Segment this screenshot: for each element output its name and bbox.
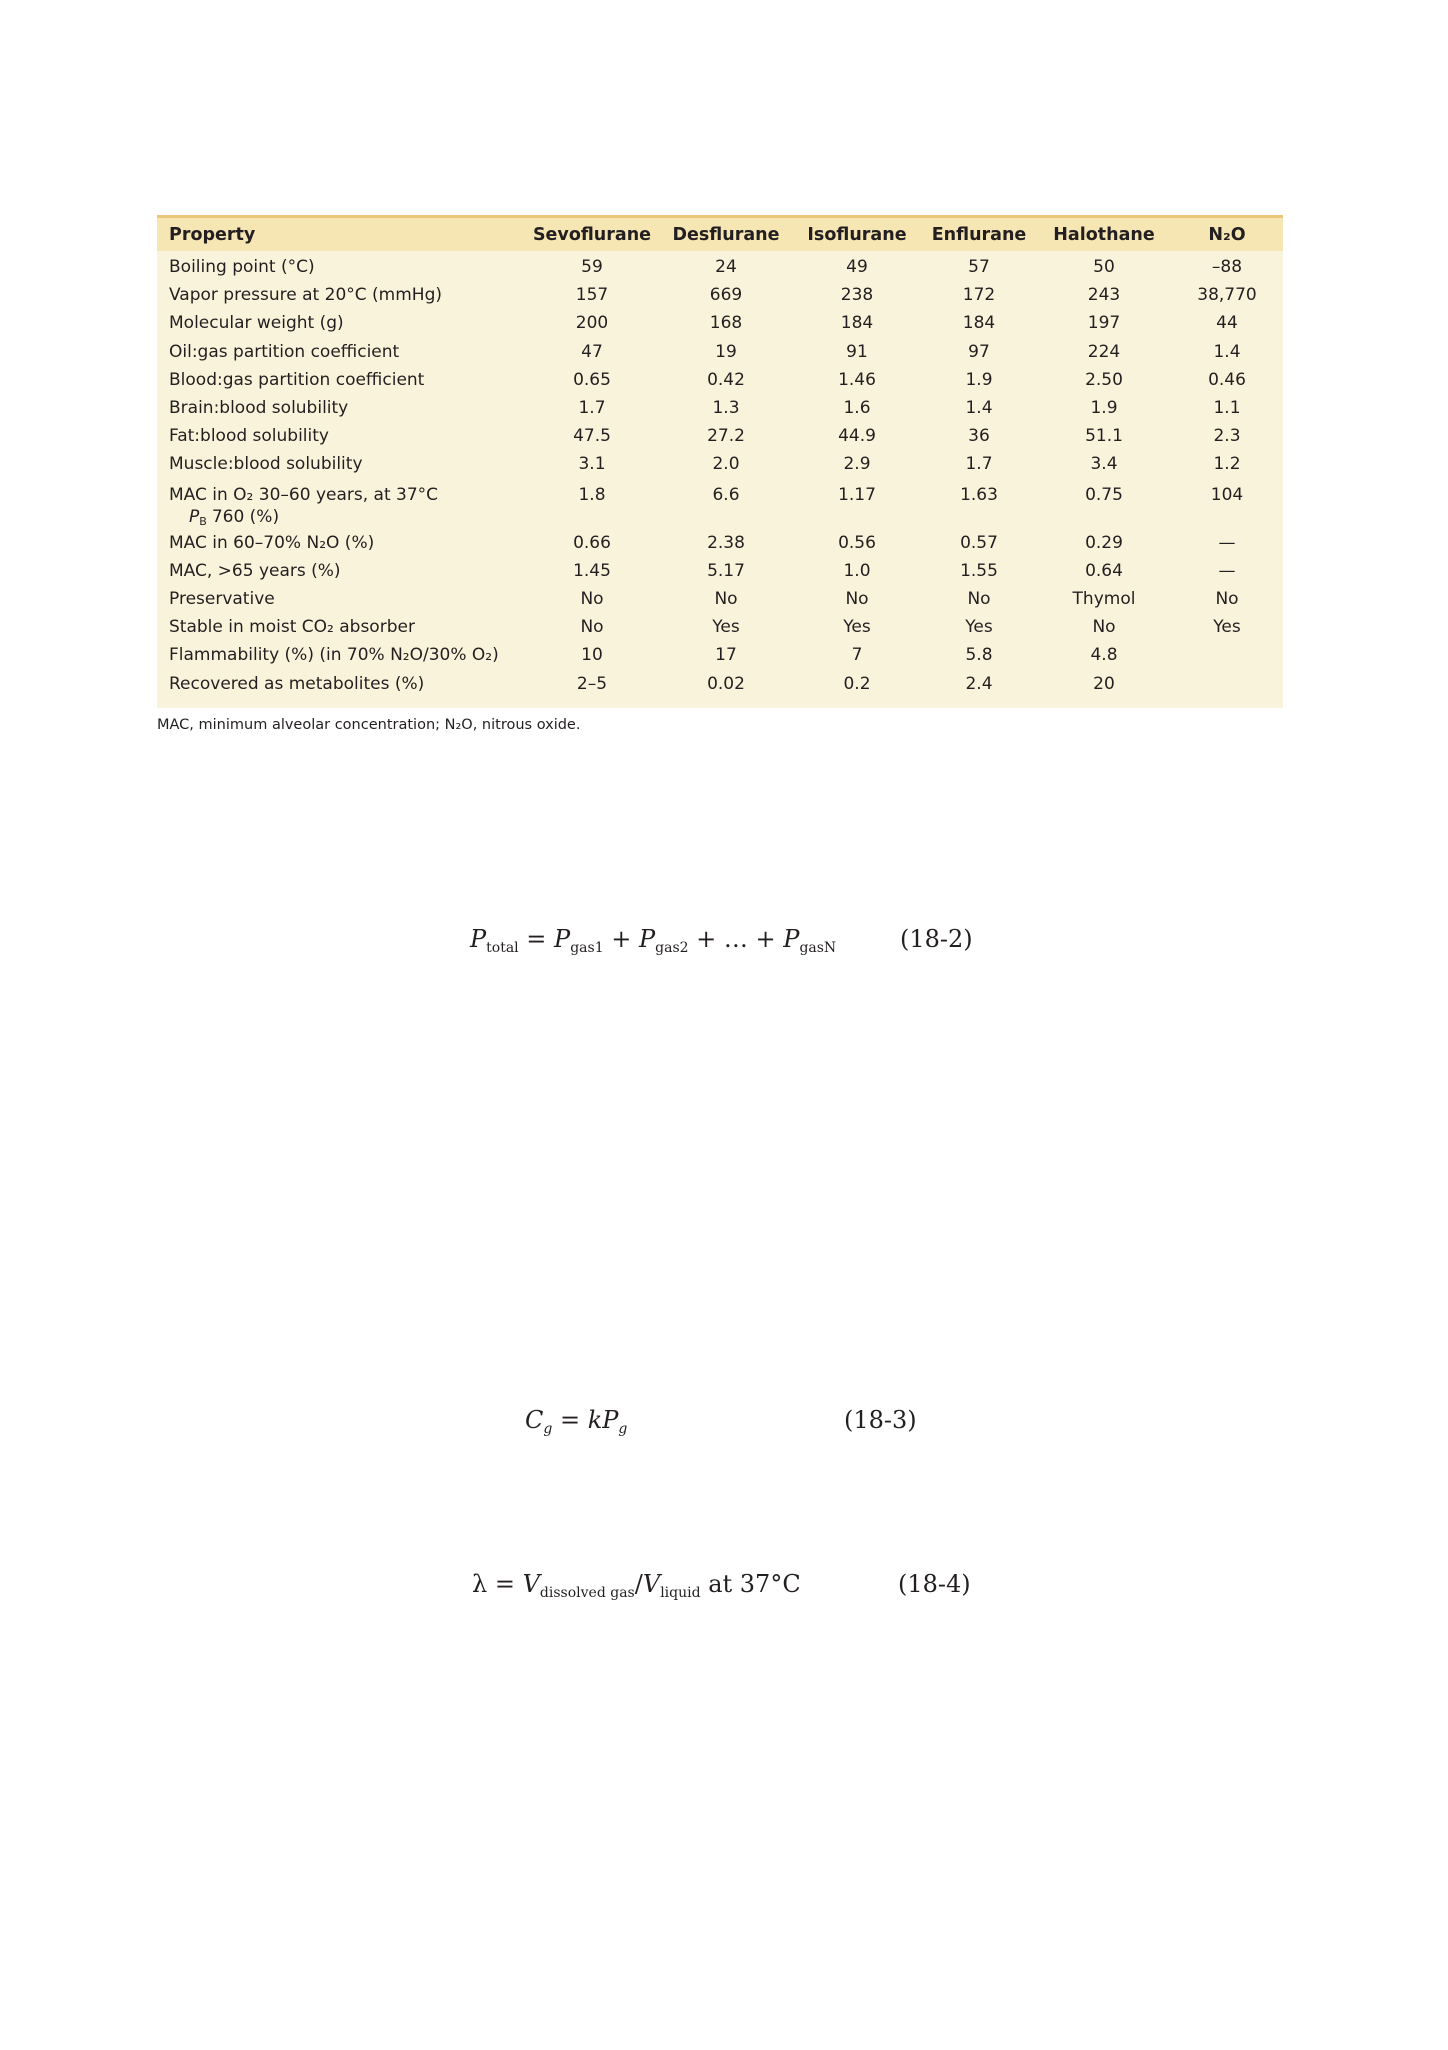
table-cell: 19 [715, 341, 737, 362]
table-row [157, 641, 1283, 669]
property-label: MAC in 60–70% N₂O (%) [169, 532, 375, 553]
table-cell: 1.4 [1213, 341, 1241, 362]
table-cell: 172 [962, 285, 996, 306]
equation-number: (18-3) [844, 1406, 917, 1434]
table-cell: 47.5 [573, 426, 611, 447]
table-cell: 1.2 [1213, 454, 1241, 475]
table-cell: 4.8 [1090, 645, 1118, 666]
table-cell: — [1218, 560, 1236, 581]
table-row [157, 669, 1283, 697]
table-cell: 1.9 [965, 369, 993, 390]
table-cell: 24 [715, 257, 737, 278]
property-label: Vapor pressure at 20°C (mmHg) [169, 285, 442, 306]
table-cell: 3.1 [578, 454, 606, 475]
table-cell: 0.57 [960, 532, 998, 553]
table-cell: 1.6 [843, 398, 871, 419]
column-header: Sevoflurane [525, 218, 659, 251]
column-header: Property [157, 218, 525, 251]
property-label: Oil:gas partition coefficient [169, 341, 400, 362]
table-cell: Yes [1213, 617, 1241, 638]
table-cell: Yes [965, 617, 993, 638]
property-label: Muscle:blood solubility [169, 454, 363, 475]
table-row [157, 366, 1283, 394]
table-cell: 1.9 [1090, 398, 1118, 419]
table-row [157, 309, 1283, 337]
table-cell: 224 [1087, 341, 1121, 362]
property-label: Recovered as metabolites (%) [169, 673, 425, 694]
table-cell: 0.2 [843, 673, 871, 694]
column-header: Halothane [1037, 218, 1171, 251]
table-cell: 3.4 [1090, 454, 1118, 475]
table-cell: 57 [968, 257, 990, 278]
table-cell: 0.64 [1085, 560, 1123, 581]
table-cell: 44 [1216, 313, 1238, 334]
table-cell: –88 [1211, 257, 1243, 278]
anesthetic-properties-table [157, 218, 1283, 698]
column-header: Isoflurane [793, 218, 921, 251]
table-row [157, 338, 1283, 366]
table-cell: No [580, 617, 604, 638]
table-cell: 0.75 [1085, 484, 1123, 505]
equation-number: (18-4) [898, 1570, 971, 1598]
table-cell: 5.8 [965, 645, 993, 666]
equation-number: (18-2) [900, 925, 973, 953]
table-cell: 2–5 [576, 673, 608, 694]
column-header: Desflurane [659, 218, 793, 251]
table-cell: 0.56 [838, 532, 876, 553]
property-label: Blood:gas partition coefficient [169, 369, 425, 390]
table-cell: Yes [712, 617, 740, 638]
table-cell: Yes [843, 617, 871, 638]
table-row [157, 585, 1283, 613]
table-cell: 0.65 [573, 369, 611, 390]
table-cell: 17 [715, 645, 737, 666]
table-cell: 97 [968, 341, 990, 362]
table-cell: No [580, 588, 604, 609]
table-cell: 5.17 [707, 560, 745, 581]
equation-18-2: $P_{total} = P_{gas1} + P_{gas2}$ + … + $P_{gasN}$ [470, 925, 837, 956]
table-cell: 0.02 [707, 673, 745, 694]
equation-18-4: $\lambda = V_{dissolved gas}/V_{liquid}$ at 37°C [472, 1570, 801, 1601]
column-header: N₂O [1171, 218, 1283, 251]
table-cell: 1.8 [578, 484, 606, 505]
table-cell: 1.3 [712, 398, 740, 419]
table-cell: 91 [846, 341, 868, 362]
table-footnote: MAC, minimum alveolar concentration; N₂O, nitrous oxide. [157, 717, 581, 733]
property-label: MAC in O₂ 30–60 years, at 37°C PB 760 (%) [169, 484, 439, 528]
property-label: Flammability (%) (in 70% N₂O/30% O₂) [169, 645, 499, 666]
property-label: Preservative [169, 588, 275, 609]
table-cell: No [1092, 617, 1116, 638]
table-cell [1171, 641, 1283, 669]
property-label: Boiling point (°C) [169, 257, 315, 278]
table-cell: 197 [1087, 313, 1121, 334]
table-cell: 51.1 [1085, 426, 1123, 447]
table-cell: 10 [581, 645, 603, 666]
table-cell: Thymol [1072, 588, 1136, 609]
table-cell: 2.50 [1085, 369, 1123, 390]
table-cell: 6.6 [712, 484, 740, 505]
equation-18-3: $C_g = kP_g$ [525, 1406, 628, 1437]
table-cell: No [967, 588, 991, 609]
table-cell: 36 [968, 426, 990, 447]
table-cell: 0.46 [1208, 369, 1246, 390]
table-cell: 1.7 [578, 398, 606, 419]
table-cell: 20 [1093, 673, 1115, 694]
table-cell: 1.0 [843, 560, 871, 581]
table-cell: 1.63 [960, 484, 998, 505]
table-header-row [157, 218, 1283, 251]
table-row [157, 394, 1283, 422]
table-cell: 1.4 [965, 398, 993, 419]
table-cell: 1.55 [960, 560, 998, 581]
table-cell: 200 [575, 313, 609, 334]
table-cell: 59 [581, 257, 603, 278]
table-cell: No [845, 588, 869, 609]
table-cell: 1.45 [573, 560, 611, 581]
table-row [157, 251, 1283, 281]
table-cell: 1.1 [1213, 398, 1241, 419]
property-label: Brain:blood solubility [169, 398, 349, 419]
table-cell: 184 [962, 313, 996, 334]
table-cell: No [1215, 588, 1239, 609]
table-row [157, 422, 1283, 450]
table-row [157, 479, 1283, 529]
table-cell: 184 [840, 313, 874, 334]
property-label: Stable in moist CO₂ absorber [169, 617, 415, 638]
table-cell: 0.42 [707, 369, 745, 390]
table-cell: 243 [1087, 285, 1121, 306]
table-row [157, 450, 1283, 478]
table-cell: 104 [1210, 484, 1244, 505]
table-cell: 669 [709, 285, 743, 306]
table-cell: 1.7 [965, 454, 993, 475]
table-cell: 47 [581, 341, 603, 362]
table-cell: 2.0 [712, 454, 740, 475]
table-cell: 2.9 [843, 454, 871, 475]
table-cell: 0.66 [573, 532, 611, 553]
table-cell: 44.9 [838, 426, 876, 447]
table-row [157, 529, 1283, 557]
table-cell [1171, 669, 1283, 697]
table-cell: 2.3 [1213, 426, 1241, 447]
properties-table-container [157, 215, 1283, 708]
table-row [157, 281, 1283, 309]
table-cell: 238 [840, 285, 874, 306]
table-cell: 38,770 [1197, 285, 1257, 306]
table-cell: 1.46 [838, 369, 876, 390]
table-row [157, 613, 1283, 641]
table-cell: 27.2 [707, 426, 745, 447]
property-label: Fat:blood solubility [169, 426, 329, 447]
table-cell: 157 [575, 285, 609, 306]
property-label: Molecular weight (g) [169, 313, 344, 334]
table-cell: — [1218, 532, 1236, 553]
table-cell: 168 [709, 313, 743, 334]
table-cell: 0.29 [1085, 532, 1123, 553]
table-cell: 50 [1093, 257, 1115, 278]
property-label: MAC, >65 years (%) [169, 560, 341, 581]
table-cell: 7 [851, 645, 863, 666]
column-header: Enflurane [921, 218, 1037, 251]
table-cell: 2.4 [965, 673, 993, 694]
table-cell: 2.38 [707, 532, 745, 553]
table-cell: No [714, 588, 738, 609]
table-cell: 1.17 [838, 484, 876, 505]
table-row [157, 557, 1283, 585]
table-cell: 49 [846, 257, 868, 278]
